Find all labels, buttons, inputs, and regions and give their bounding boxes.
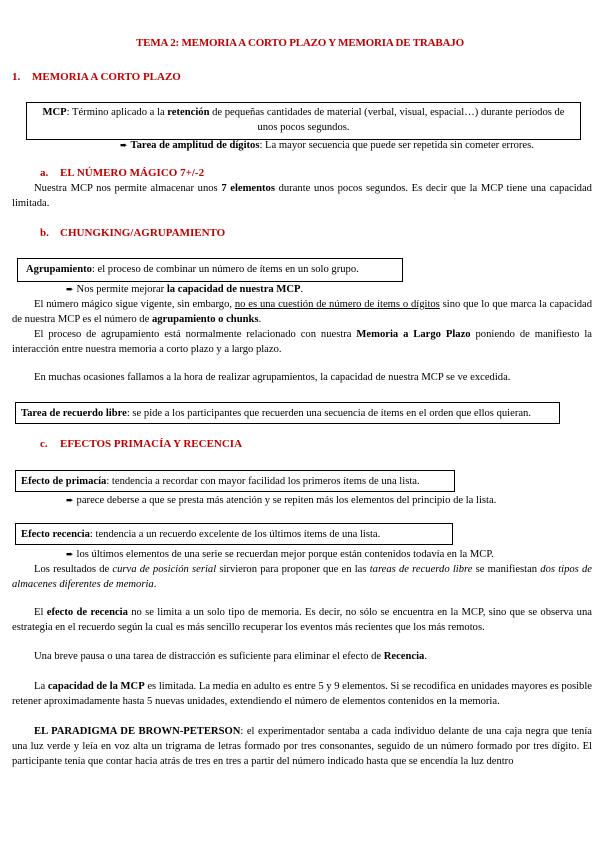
paragraph-brown-peterson: EL PARADIGMA DE BROWN-PETERSON: el experimentador sentaba a cada individuo delante de una caja negra que tenía una luz verde y leía en voz alta un trigrama de letras formado por tres consonantes, seguido de un número formado por tres dígito. El participante tenía que contar hacia atrás de tres en tres a partir del número indicado hasta que se encendía la luz dentro <box>12 726 592 767</box>
definition-box-agrupamiento: Agrupamiento: el proceso de combinar un número de ítems en un solo grupo. <box>17 258 403 282</box>
paragraph-capacidad-mcp: La capacidad de la MCP es limitada. La media en adulto es entre 5 y 9 elementos. Si se recodifica en unidades mayores es posible retener aproximadamente hasta 5 nuevas unidades, extendiendo el número de elementos contenidos en la memoria. <box>12 681 592 707</box>
section-number: 1. <box>12 71 21 83</box>
definition-box-recencia: Efecto recencia: tendencia a un recuerdo excelente de los últimos ítems de una lista. <box>15 523 453 545</box>
paragraph-curva-posicion-serial: Los resultados de curva de posición serial sirvieron para proponer que en las tareas de recuerdo libre se manifiestan dos tipos de almacenes diferentes de memoria. <box>12 564 592 590</box>
section-title: MEMORIA A CORTO PLAZO <box>32 71 181 83</box>
subheading-b: b. CHUNGKING/AGRUPAMIENTO <box>40 227 226 239</box>
bullet-mejorar: ➨ Nos permite mejorar la capacidad de nuestra MCP. <box>66 284 304 295</box>
bullet-tarea-digitos: ➨ Tarea de amplitud de dígitos: La mayor secuencia que puede ser repetida sin cometer errores. <box>120 140 534 151</box>
paragraph-pausa: Una breve pausa o una tarea de distracción es suficiente para eliminar el efecto de Recencia. <box>34 651 427 662</box>
term-mcp: MCP <box>42 107 67 118</box>
section-heading-1 <box>12 70 181 85</box>
definition-box-primacia: Efecto de primacía: tendencia a recordar con mayor facilidad los primeros ítems de una lista. <box>15 470 455 492</box>
arrow-icon: ➨ <box>66 284 74 294</box>
definition-box-mcp: MCP: Término aplicado a la retención de pequeñas cantidades de material (verbal, visual, espacial…) durante períodos de unos pocos segundos. <box>26 102 581 140</box>
paragraph-numero-magico-vigente: El número mágico sigue vigente, sin embargo, no es una cuestión de número de ítems o dígitos sino que lo que marca la capacidad de nuestra MCP es el número de agrupamiento o chunks. <box>12 299 592 325</box>
subheading-c: c. EFECTOS PRIMACÍA Y RECENCIA <box>40 438 243 450</box>
arrow-icon: ➨ <box>66 549 74 559</box>
bullet-primacia: ➨ parece deberse a que se presta más atención y se repiten más los elementos del principio de la lista. <box>66 495 497 506</box>
paragraph-numero-magico: Nuestra MCP nos permite almacenar unos 7 elementos durante unos pocos segundos. Es decir que la MCP tiene una capacidad limitada. <box>12 183 592 209</box>
paragraph-agrupamiento-mlp: El proceso de agrupamiento está normalmente relacionado con nuestra Memoria a Largo Plazo poniendo de manifiesto la interacción entre nuestra memoria a corto plazo y a largo plazo. <box>12 329 592 355</box>
paragraph-fallamos: En muchas ocasiones fallamos a la hora de realizar agrupamientos, la capacidad de nuestra MCP se ve excedida. <box>34 372 511 383</box>
subheading-a: a. EL NÚMERO MÁGICO 7+/-2 <box>40 167 205 179</box>
definition-box-recuerdo-libre: Tarea de recuerdo libre: se pide a los participantes que recuerden una secuencia de ítems en el orden que ellos quieran. <box>15 402 560 424</box>
bullet-recencia: ➨ los últimos elementos de una serie se recuerdan mejor porque están contenidos todavía en la MCP. <box>66 549 494 560</box>
arrow-icon: ➨ <box>66 495 74 505</box>
arrow-icon: ➨ <box>120 140 128 150</box>
paragraph-efecto-recencia: El efecto de recencia no se limita a un solo tipo de memoria. Es decir, no sólo se encuentra en la MCP, sino que se observa una estrategia en el recuerdo según la cual es más sencillo recuperar los eventos más recientes que los más remotos. <box>12 607 592 633</box>
document-title: TEMA 2: MEMORIA A CORTO PLAZO Y MEMORIA DE TRABAJO <box>136 37 464 49</box>
